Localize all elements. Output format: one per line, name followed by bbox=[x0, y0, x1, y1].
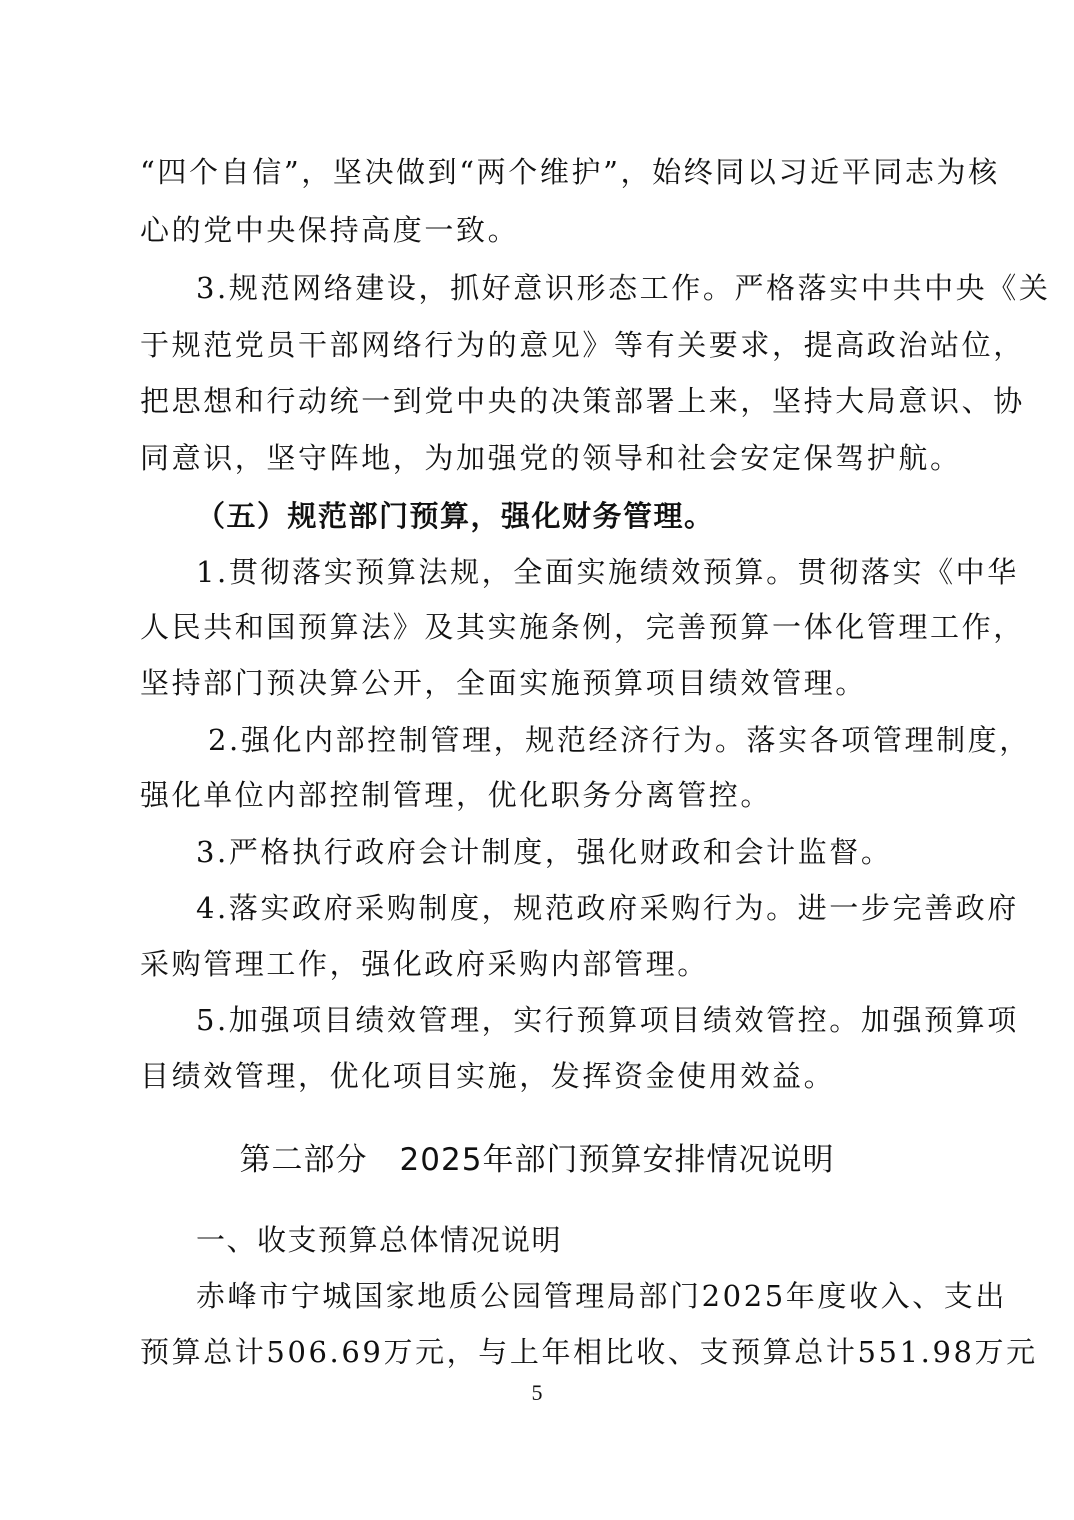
paragraph-line: 强化单位内部控制管理，优化职务分离管控。 bbox=[140, 778, 773, 812]
paragraph-line: “四个自信”，坚决做到“两个维护”，始终同以习近平同志为核 bbox=[140, 155, 1000, 189]
paragraph-line: 5.加强项目绩效管理，实行预算项目绩效管控。加强预算项 bbox=[196, 1003, 1019, 1037]
section-heading: （五）规范部门预算，强化财务管理。 bbox=[196, 499, 715, 533]
paragraph-line: 人民共和国预算法》及其实施条例，完善预算一体化管理工作， bbox=[140, 610, 1025, 644]
paragraph-line: 目绩效管理，优化项目实施，发挥资金使用效益。 bbox=[140, 1059, 836, 1093]
paragraph-line: 3.严格执行政府会计制度，强化财政和会计监督。 bbox=[196, 835, 893, 869]
part-title: 第二部分 2025年部门预算安排情况说明 bbox=[239, 1142, 835, 1178]
page-number: 5 bbox=[531, 1380, 543, 1405]
paragraph-line: 把思想和行动统一到党中央的决策部署上来，坚持大局意识、协 bbox=[140, 384, 1025, 418]
paragraph-line: 2.强化内部控制管理，规范经济行为。落实各项管理制度， bbox=[208, 723, 1031, 757]
paragraph-line: 4.落实政府采购制度，规范政府采购行为。进一步完善政府 bbox=[196, 891, 1019, 925]
paragraph-line: 赤峰市宁城国家地质公园管理局部门2025年度收入、支出 bbox=[196, 1279, 1008, 1313]
subsection-heading: 一、收支预算总体情况说明 bbox=[196, 1223, 563, 1257]
paragraph-line: 预算总计506.69万元，与上年相比收、支预算总计551.98万元 bbox=[140, 1335, 1038, 1369]
paragraph-line: 1.贯彻落实预算法规，全面实施绩效预算。贯彻落实《中华 bbox=[196, 555, 1019, 589]
paragraph-line: 3.规范网络建设，抓好意识形态工作。严格落实中共中央《关 bbox=[196, 271, 1051, 305]
paragraph-line: 心的党中央保持高度一致。 bbox=[140, 213, 520, 247]
paragraph-line: 采购管理工作，强化政府采购内部管理。 bbox=[140, 947, 709, 981]
paragraph-line: 坚持部门预决算公开，全面实施预算项目绩效管理。 bbox=[140, 666, 867, 700]
paragraph-line: 于规范党员干部网络行为的意见》等有关要求，提高政治站位， bbox=[140, 328, 1025, 362]
paragraph-line: 同意识，坚守阵地，为加强党的领导和社会安定保驾护航。 bbox=[140, 441, 962, 475]
